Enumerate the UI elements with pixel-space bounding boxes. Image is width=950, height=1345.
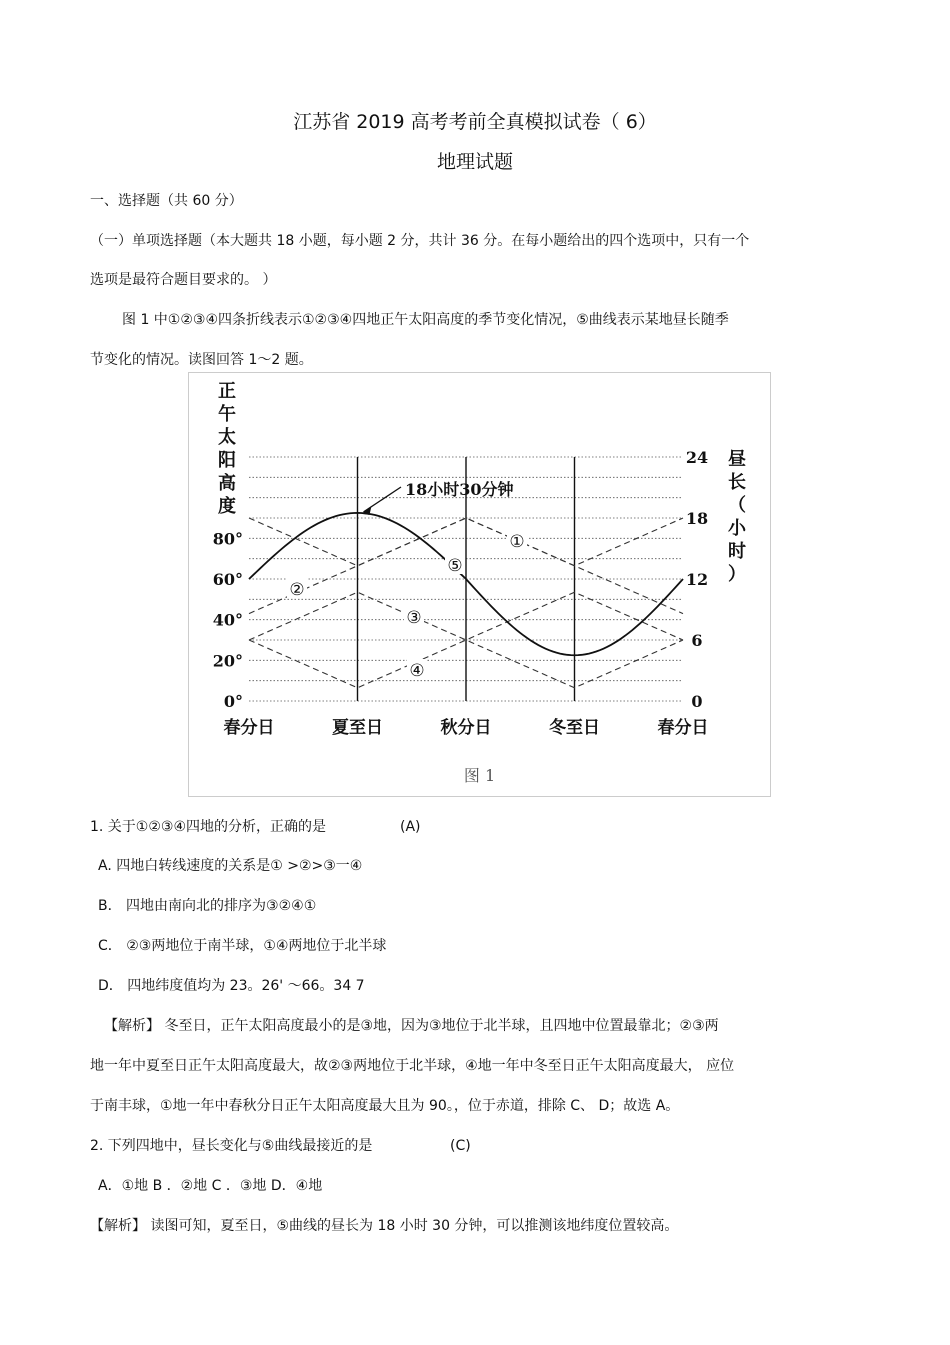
right-tick-label: 6 — [691, 631, 703, 650]
figure-1 — [188, 372, 771, 797]
instruction-line-2: 选项是最符合题目要求的。 ） — [90, 272, 277, 288]
chart-labels — [213, 381, 747, 738]
x-tick-label: 春分日 — [223, 718, 275, 738]
left-tick-label: 0° — [223, 692, 243, 711]
q2-answer: (C) — [450, 1138, 471, 1154]
q1-option-d: D． 四地纬度值均为 23。26' ～66。34 7 — [98, 978, 365, 994]
q1-analysis-2: 地一年中夏至日正午太阳高度最大，故②③两地位于北半球，④地一年中冬至日正午太阳高度最大， 应位 — [90, 1058, 735, 1074]
q1-analysis-1: 【解析】 冬至日，正午太阳高度最小的是③地，因为③地位于北半球，且四地中位置最靠北；②③两 — [104, 1018, 719, 1034]
series-marker-2: ② — [289, 580, 305, 600]
left-axis-label: 阳 — [218, 450, 236, 471]
series-marker-1: ① — [509, 532, 525, 552]
figure-caption: 图 1 — [463, 766, 496, 785]
exam-title: 江苏省 2019 高考考前全真模拟试卷（ 6） — [293, 111, 657, 133]
exam-subtitle: 地理试题 — [436, 151, 513, 173]
right-axis-label: 时 — [728, 541, 746, 562]
left-axis-label: 高 — [218, 473, 236, 494]
q2-options: A．①地 B ．②地 C ．③地 D．④地 — [98, 1178, 323, 1194]
right-axis-label: 长 — [728, 472, 746, 493]
left-axis-label: 度 — [218, 496, 236, 517]
q1-answer: (A) — [400, 819, 421, 835]
left-axis-label: 午 — [218, 404, 236, 425]
left-tick-label: 60° — [212, 570, 243, 589]
left-axis-label: 正 — [218, 381, 236, 402]
instruction-line-1: （一）单项选择题（本大题共 18 小题，每小题 2 分，共计 36 分。在每小题给出的四个选项中，只有一个 — [90, 233, 750, 249]
q1-option-a: A. 四地白转线速度的关系是① >②>③一④ — [98, 858, 363, 874]
q1-option-c: C． ②③两地位于南半球，①④两地位于北半球 — [98, 938, 387, 954]
right-tick-label: 12 — [685, 570, 709, 589]
series-marker-4: ④ — [409, 661, 425, 681]
series-marker-3: ③ — [406, 608, 422, 628]
annotation-label: 18小时30分钟 — [405, 480, 514, 499]
section-heading: 一、选择题（共 60 分） — [90, 193, 243, 209]
x-tick-label: 冬至日 — [549, 718, 600, 738]
right-tick-label: 24 — [685, 448, 709, 467]
left-tick-label: 20° — [212, 651, 243, 671]
q1-analysis-3: 于南丰球，①地一年中春秋分日正午太阳高度最大且为 90。，位于赤道，排除 C、 D；故选 A。 — [90, 1098, 680, 1114]
q2-analysis: 【解析】 读图可知，夏至日，⑤曲线的昼长为 18 小时 30 分钟，可以推测该地纬度位置较高。 — [90, 1218, 679, 1234]
right-axis-label: ） — [728, 564, 746, 585]
left-tick-label: 40° — [212, 610, 243, 630]
q2-stem: 2. 下列四地中，昼长变化与⑤曲线最接近的是 — [90, 1138, 373, 1154]
q1-stem: 1. 关于①②③④四地的分析，正确的是 — [90, 819, 327, 835]
intro-line-1: 图 1 中①②③④四条折线表示①②③④四地正午太阳高度的季节变化情况，⑤曲线表示某地昼长随季 — [122, 312, 729, 328]
left-tick-label: 80° — [212, 529, 243, 549]
left-axis-label: 太 — [218, 427, 236, 448]
right-tick-label: 0 — [691, 692, 703, 711]
right-tick-label: 18 — [685, 509, 709, 528]
right-axis-label: 昼 — [728, 449, 746, 470]
series-marker-5: ⑤ — [447, 556, 463, 576]
x-tick-label: 夏至日 — [332, 718, 383, 738]
intro-line-2: 节变化的情况。读图回答 1～2 题。 — [90, 352, 313, 368]
q1-option-b: B． 四地由南向北的排序为③②④① — [98, 898, 317, 914]
chart-svg — [189, 373, 770, 796]
right-axis-label: （ — [728, 495, 746, 516]
x-tick-label: 秋分日 — [440, 718, 492, 738]
right-axis-label: 小 — [728, 518, 746, 539]
x-tick-label: 春分日 — [657, 718, 709, 738]
